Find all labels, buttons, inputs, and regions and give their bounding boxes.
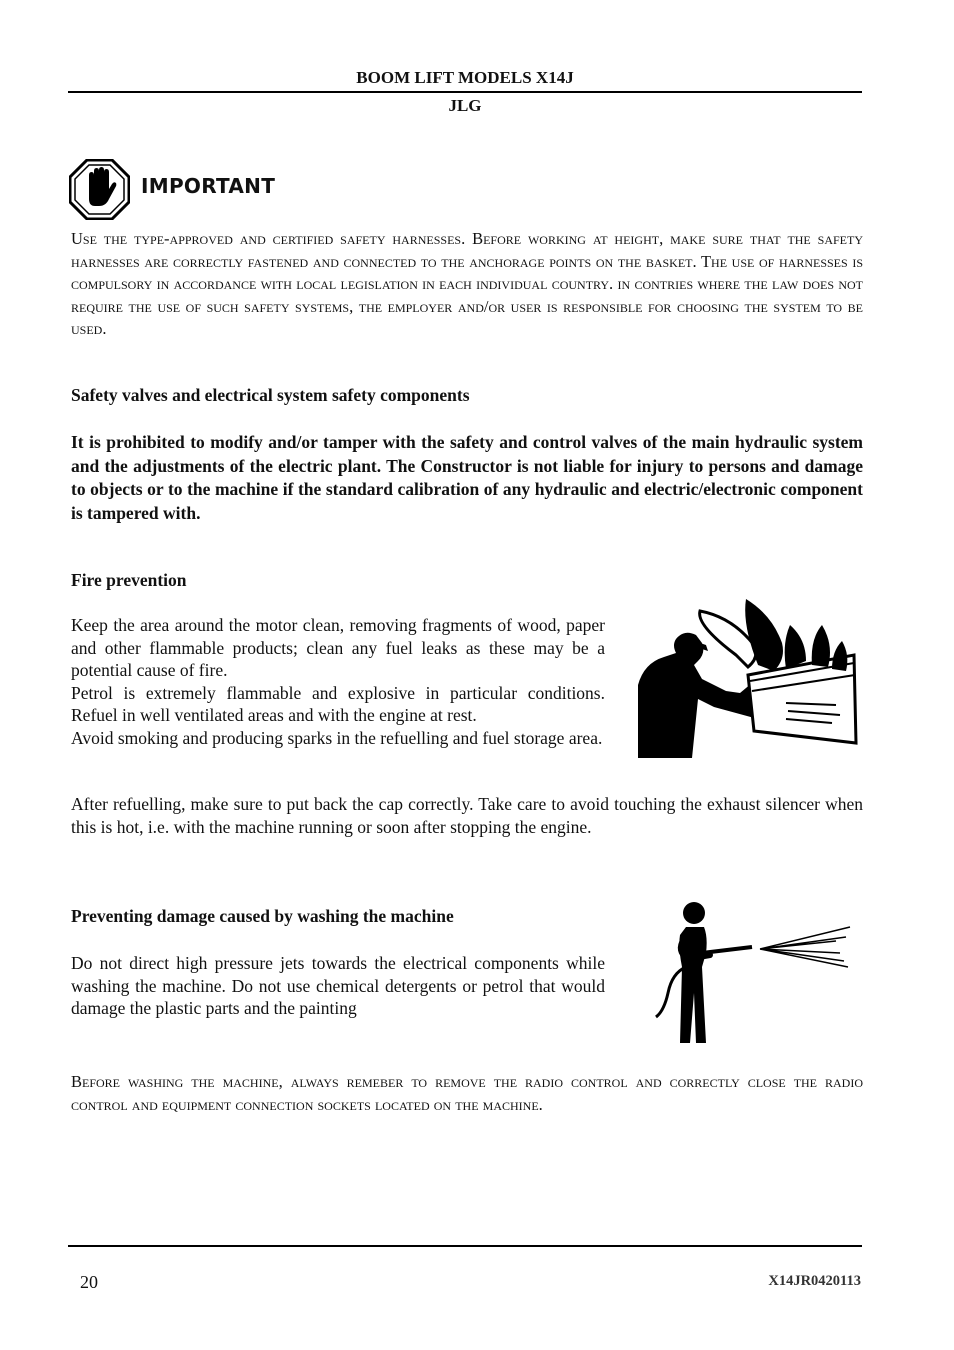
fire-prevention-text bbox=[71, 614, 605, 749]
washing-paragraph: Do not direct high pressure jets towards the electrical components while washing the machine. Do not use chemical detergents or petrol that would damage the plastic parts and the painting bbox=[71, 953, 605, 1018]
page-number: 20 bbox=[80, 1272, 98, 1292]
washing-note: Before washing the machine, always remeber to remove the radio control and correctly close the radio control and equipment connection sockets located on the machine. bbox=[71, 1072, 863, 1114]
section-heading-washing: Preventing damage caused by washing the machine bbox=[71, 906, 454, 926]
document-title: BOOM LIFT MODELS X14J bbox=[356, 68, 574, 87]
important-notice: Use the type-approved and certified safety harnesses. Before working at height, make sure that the safety harnesses are correctly fastened and connected to the anchorage points on the basket. The use of harnesses is compulsory in accordance with local legislation in each individual country. in contries where the law does not require the use of such safety systems, the employer and/or user is responsible for choosing the system to be used. bbox=[71, 229, 863, 338]
header-divider bbox=[68, 91, 862, 93]
footer-divider bbox=[68, 1245, 862, 1247]
refuelling-text: After refuelling, make sure to put back the cap correctly. Take care to avoid touching the exhaust silencer when this is hot, i.e. with the machine running or soon after stopping the engine. bbox=[71, 794, 863, 837]
important-label: IMPORTANT bbox=[141, 174, 276, 198]
section-heading-safety-valves: Safety valves and electrical system safety components bbox=[71, 385, 470, 405]
stop-hand-icon bbox=[69, 159, 130, 220]
section-heading-fire-prevention: Fire prevention bbox=[71, 570, 187, 590]
fire-paragraph: Avoid smoking and producing sparks in the refuelling and fuel storage area. bbox=[71, 727, 603, 748]
fire-paragraph: Petrol is extremely flammable and explosive in particular conditions. Refuel in well ventilated areas and with the engine at rest. bbox=[71, 682, 605, 725]
brand-name: JLG bbox=[448, 96, 482, 115]
fire-paragraph: Keep the area around the motor clean, removing fragments of wood, paper and other flammable products; clean any fuel leaks as these may be a potential cause of fire. bbox=[71, 615, 605, 680]
safety-valves-text: It is prohibited to modify and/or tamper with the safety and control valves of the main hydraulic system and the adjustments of the electric plant. The Constructor is not liable for injury to persons and damage to objects or to the machine if the standard calibration of any hydraulic and electric/electronic component is tampered with. bbox=[71, 432, 863, 523]
document-code: X14JR0420113 bbox=[768, 1273, 861, 1289]
pressure-washer-icon bbox=[650, 897, 855, 1047]
washing-text bbox=[71, 952, 605, 1020]
fire-hazard-icon bbox=[636, 595, 860, 760]
